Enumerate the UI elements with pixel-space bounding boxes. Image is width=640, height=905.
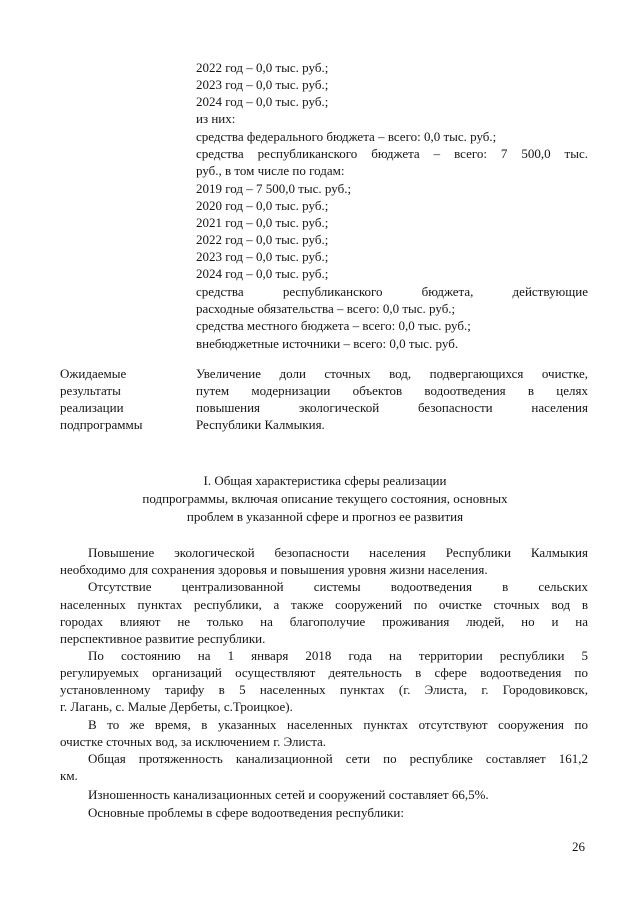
label-line: Ожидаемые xyxy=(60,366,127,381)
body-line: городах влияют не только на благополучие проживания людей, но и на xyxy=(60,614,588,629)
body-line: Общая протяженность канализационной сети по республике составляет 161,2 xyxy=(88,751,588,766)
funding-line: 2022 год – 0,0 тыс. руб.; xyxy=(196,232,329,247)
funding-line: 2024 год – 0,0 тыс. руб.; xyxy=(196,94,329,109)
funding-line: 2019 год – 7 500,0 тыс. руб.; xyxy=(196,181,352,196)
funding-line: из них: xyxy=(196,111,236,126)
section-title-line: подпрограммы, включая описание текущего состояния, основных xyxy=(142,491,508,506)
funding-line: средства республиканского бюджета – всего: 7 500,0 тыс. xyxy=(196,146,588,161)
page-number: 26 xyxy=(572,839,585,854)
body-line: г. Лагань, с. Малые Дербеты, с.Троицкое). xyxy=(60,699,293,714)
body-line: Отсутствие централизованной системы водоотведения в сельских xyxy=(88,579,588,594)
body-line: Основные проблемы в сфере водоотведения республики: xyxy=(88,805,404,820)
funding-line: 2023 год – 0,0 тыс. руб.; xyxy=(196,77,329,92)
funding-line: 2023 год – 0,0 тыс. руб.; xyxy=(196,249,329,264)
body-line: По состоянию на 1 января 2018 года на территории республики 5 xyxy=(88,648,588,663)
results-line: путем модернизации объектов водоотведения в целях xyxy=(196,383,588,398)
body-line: населенных пунктах республики, а также сооружений по очистке сточных вод в xyxy=(60,597,588,612)
results-line: Республики Калмыкия. xyxy=(196,417,325,432)
label-line: подпрограммы xyxy=(60,417,143,432)
funding-line: руб., в том числе по годам: xyxy=(196,163,345,178)
body-line: регулируемых организаций осуществляют деятельность в сфере водоотведения по xyxy=(60,665,588,680)
label-line: реализации xyxy=(60,400,124,415)
funding-line: 2024 год – 0,0 тыс. руб.; xyxy=(196,266,329,281)
body-line: Повышение экологической безопасности населения Республики Калмыкия xyxy=(88,545,588,560)
section-title-line: I. Общая характеристика сферы реализации xyxy=(203,473,447,488)
body-line: км. xyxy=(60,768,78,783)
funding-line: 2022 год – 0,0 тыс. руб.; xyxy=(196,60,329,75)
funding-line: средства республиканского бюджета, действующие xyxy=(196,284,588,299)
section-title-line: проблем в указанной сфере и прогноз ее развития xyxy=(186,509,464,524)
funding-line: расходные обязательства – всего: 0,0 тыс. руб.; xyxy=(196,301,456,316)
funding-line: внебюджетные источники – всего: 0,0 тыс. руб. xyxy=(196,336,459,351)
funding-line: 2020 год – 0,0 тыс. руб.; xyxy=(196,198,329,213)
body-line: В то же время, в указанных населенных пунктах отсутствуют сооружения по xyxy=(88,717,588,732)
body-line: необходимо для сохранения здоровья и повышения уровня жизни населения. xyxy=(60,562,488,577)
results-line: повышения экологической безопасности населения xyxy=(196,400,588,415)
body-line: очистке сточных вод, за исключением г. Элиста. xyxy=(60,734,327,749)
body-line: перспективное развитие республики. xyxy=(60,631,266,646)
funding-line: средства федерального бюджета – всего: 0,0 тыс. руб.; xyxy=(196,129,497,144)
body-line: установленному тарифу в 5 населенных пунктах (г. Элиста, г. Городовиковск, xyxy=(60,682,588,697)
funding-line: средства местного бюджета – всего: 0,0 тыс. руб.; xyxy=(196,318,471,333)
funding-line: 2021 год – 0,0 тыс. руб.; xyxy=(196,215,329,230)
results-line: Увеличение доли сточных вод, подвергающихся очистке, xyxy=(196,366,588,381)
body-line: Изношенность канализационных сетей и сооружений составляет 66,5%. xyxy=(88,787,489,802)
label-line: результаты xyxy=(60,383,121,398)
